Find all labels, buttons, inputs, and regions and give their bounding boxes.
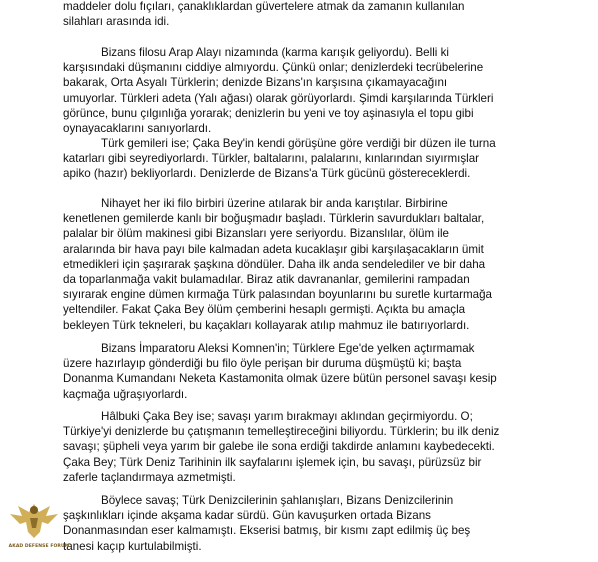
- paragraph-bizans-filosu: [63, 45, 531, 136]
- text-line: etmedikleri için şaşırarak şaşkına döndüler. Daha ilk anda sendelediler ve bir daha: [63, 257, 486, 271]
- text-line: aralarında bir hava payı bile kalmadan adeta kucaklaşır gibi karşılaşacakların ümit: [63, 242, 484, 256]
- text-line: Bizans İmparatoru Aleksi Komnen'in; Türklere Ege'de yelken açtırmamak: [101, 342, 475, 355]
- paragraph-turk-gemileri: [63, 136, 531, 182]
- text-line: görünce, bunu çılgınlığa yorarak; denizlerin bu yeni ve toy aşinasıyla el topu gibi: [63, 106, 474, 120]
- text-line: Türk gemileri ise; Çaka Bey'in kendi görüşüne göre verdiği bir düzen ile turna: [101, 137, 496, 150]
- text-line: bakarak, Orta Asyalı Türklerin; denizde Bizans'ın karşısına çıkamayacağını: [63, 76, 448, 90]
- text-line: üzere hazırlayıp gönderdiği bu filo öyle perişan bir duruma düşmüştü ki; başta: [63, 357, 462, 371]
- text-line: silahları arasında idi.: [63, 15, 170, 29]
- paragraph-boylece: [63, 493, 531, 554]
- text-line: palalar bir ölüm makinesi gibi Bizansları yere seriyordu. Bizanslılar, ölüm ile: [63, 227, 449, 241]
- text-line: sıyırarak engine dümen kırmağa Türk palasından boyunlarını bu suretle kurtarmağa: [63, 288, 492, 302]
- eagle-emblem-icon: [6, 498, 62, 544]
- text-line: Çaka Bey; Türk Deniz Tarihinin ilk sayfalarını işlemek için, bu savaşı, pürüzsüz bir: [63, 455, 482, 469]
- text-line: Nihayet her iki filo birbiri üzerine atılarak bir anda karıştılar. Birbirine: [101, 197, 448, 210]
- text-line: kenetlenen gemilerde kanlı bir boğuşmadır başladı. Türklerin savurdukları baltalar,: [63, 212, 485, 226]
- text-line: Donanma Kumandanı Neketa Kastamonita olmak üzere bütün personel savaşı kesip: [63, 372, 497, 386]
- paragraph-nihayet: [63, 196, 531, 333]
- text-line: da toparlanmağa vakit bulamadılar. Biraz atik davrananlar, gemilerini rampadan: [63, 273, 470, 287]
- text-line: Bizans filosu Arap Alayı nizamında (karma karışık geliyordu). Belli ki: [101, 46, 449, 59]
- text-line: savaşı; şüpheli veya yarım bir galebe ile sona erdiği takdirde anlamını kaybedecekti.: [63, 440, 495, 454]
- text-line: bekleyen Türk tekneleri, bu kaçakları kollayarak atılıp mahmuz ile batırıyorlardı.: [63, 318, 470, 332]
- text-line: oynayacaklarını sanıyorlardı.: [63, 122, 212, 136]
- paragraph-imparator: [63, 341, 531, 402]
- text-line: şaşkınlıkları içinde akşama kadar sürdü. Gün kavuşurken ortada Bizans: [63, 509, 431, 523]
- text-line: Donanmasından eser kalmamıştı. Ekserisi batmış, bir kısmı zapt edilmiş üç beş: [63, 524, 471, 538]
- text-line: karşısındaki düşmanını ciddiye almıyordu. Çünkü onlar; denizlerdeki tecrübelerine: [63, 61, 484, 75]
- text-line: kaçmağa uğraşıyorlardı.: [63, 387, 188, 401]
- text-line: katarları gibi seyrediyorlardı. Türkler, baltalarını, palalarını, kınlarından sıyırmışlar: [63, 152, 480, 166]
- paragraph-continuation: [63, 0, 531, 29]
- text-line: Türkiye'yi denizlerde bu çatışmanın temelleştireceğini biliyordu. Türklerin; bu ilk deniz: [63, 425, 500, 439]
- text-line: Böylece savaş; Türk Denizcilerinin şahlanışları, Bizans Denizcilerinin: [101, 494, 454, 507]
- watermark-logo: [6, 498, 70, 560]
- text-line: apiko (hazır) bekliyorlardı. Denizlerde de Bizans'a Türk gücünü göstereceklerdi.: [63, 167, 471, 181]
- text-line: zaferle taçlandırmaya azmetmişti.: [63, 470, 236, 484]
- watermark-caption: AKAD DEFENSE FORUM: [8, 544, 70, 549]
- text-line: maddeler dolu fıçıları, çanaklıklardan güvertelere atmak da zamanın kullanılan: [63, 0, 465, 13]
- text-line: Hâlbuki Çaka Bey ise; savaşı yarım bırakmayı aklından geçirmiyordu. O;: [101, 410, 473, 423]
- text-line: umuyorlar. Türkleri adeta (Yalı ağası) olarak görüyorlardı. Şimdi karşılarında Türkleri: [63, 91, 494, 105]
- paragraph-halbuki: [63, 409, 531, 485]
- text-line: tanesi kaçıp kurtulabilmişti.: [63, 539, 202, 553]
- text-line: yeltendiler. Fakat Çaka Bey ölüm çemberini hesaplı germişti. Açıkta bu amaçla: [63, 303, 466, 317]
